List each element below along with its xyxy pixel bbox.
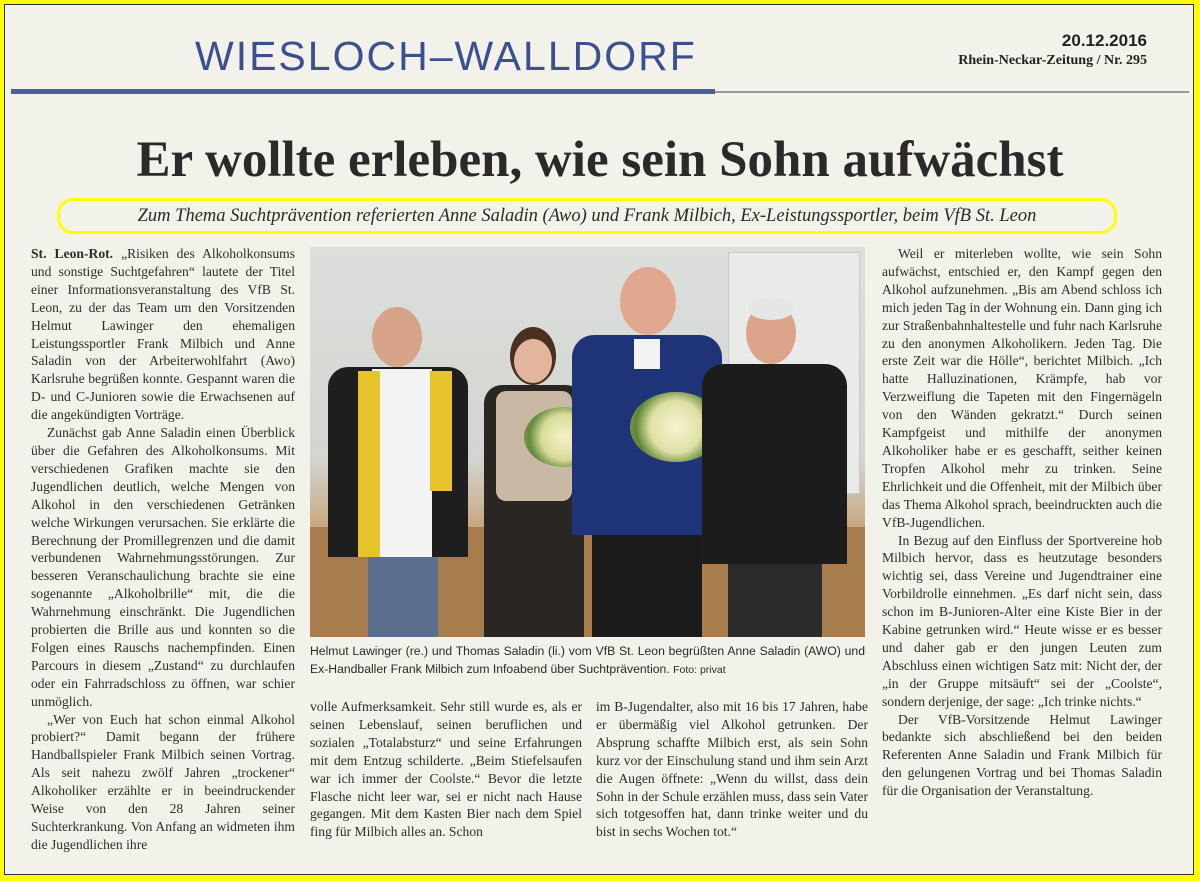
dateline: St. Leon-Rot. bbox=[31, 246, 114, 261]
paragraph: Weil er miterleben wollte, wie sein Sohn aufwächst, entschied er, den Kampf gegen den Alkohol aufzunehmen. „Bis am Abend schloss ich mich jeden Tag in der Wohnung ein. Dann ging ich zur Straßenbahnhaltestelle und fuhr nach Karlsruhe zu den anonymen Alkoholikern. Jeden Tag. Die erste Zeit war die Hölle“, berichtet Milbich. „Ich hatte Halluzinationen, Krämpfe, hab vor Verzweiflung die Tapeten mit den Fingernägeln von den Wänden gekratzt.“ Durch seinen Kampfgeist und mithilfe der anonymen Alkoholiker habe er es geschafft, seither keinen Tropfen Alkohol mehr zu trinken. Seine Ehrlichkeit und die Offenheit, mit der Milbich über das Thema Alkohol sprach, beeindruckten auch die VfB-Jugendlichen. bbox=[882, 246, 1162, 530]
newspaper-clipping bbox=[4, 4, 1194, 875]
person-thomas-saladin bbox=[702, 302, 847, 637]
paragraph: In Bezug auf den Einfluss der Sportvereine hob Milbich hervor, dass es heutzutage besonders wichtig sei, dass Vereine und Jugendtrainer eine Vorbildrolle einnehmen. „Es darf nicht sein, dass schon im B-Junioren-Alter eine Kiste Bier in der Kabine getrunken wird.“ Heute wisse er es besser und daher gab er den jungen Leuten zum Abschluss einen wichtigen Satz mit: Nicht der, der „in der Gruppe mitsäuft“ sei der „Coolste“, sondern derjenige, der sage: „Ich trinke nichts.“ bbox=[882, 532, 1162, 709]
article-column-3 bbox=[596, 698, 868, 841]
article-column-2 bbox=[310, 698, 582, 841]
paragraph: St. Leon-Rot. „Risiken des Alkoholkonsums und sonstige Suchtgefahren“ lautete der Titel einer Informationsveranstaltung des VfB St. Leon, zu der das Team um den Vorsitzenden Helmut Lawinger den ehemaligen Leistungssportler Frank Milbich und Anne Saladin von der Arbeiterwohlfahrt (Awo) Karlsruhe begrüßen konnte. Gespannt waren die D- und C-Junioren sowie die Erwachsenen auf die angekündigten Vorträge. bbox=[31, 246, 295, 423]
person-lawinger bbox=[328, 307, 468, 637]
article-column-4 bbox=[882, 245, 1162, 800]
masthead-rule-blue bbox=[11, 89, 715, 94]
photo-credit: Foto: privat bbox=[673, 663, 726, 676]
paragraph: Der VfB-Vorsitzende Helmut Lawinger bedankte sich abschließend bei den beiden Referenten Anne Saladin und Frank Milbich für den gelungenen Vortrag und bei Thomas Saladin für die Organisation der Veranstaltung. bbox=[882, 711, 1162, 799]
paragraph: volle Aufmerksamkeit. Sehr still wurde es, als er seinen Lebenslauf, seinen beruflichen und sozialen „Totalabsturz“ und seine Erfahrungen mit dem Entzug schilderte. „Beim Stiefelsaufen war ich immer der Coolste.“ Bevor die letzte Flasche nicht leer war, sei er nicht nach Hause gegangen. Mit dem Kasten Bier nach dem Spiel fing für Milbich alles an. Schon bbox=[310, 699, 582, 840]
article-photo bbox=[310, 247, 865, 637]
masthead-rule-grey bbox=[715, 91, 1189, 93]
photo-caption bbox=[310, 643, 865, 679]
publication-name: Rhein-Neckar-Zeitung / Nr. 295 bbox=[958, 53, 1147, 68]
article-subheadline: Zum Thema Suchtprävention referierten Anne Saladin (Awo) und Frank Milbich, Ex-Leistungssportler, beim VfB St. Leon bbox=[137, 206, 1037, 226]
article-column-1 bbox=[31, 245, 295, 854]
issue-date: 20.12.2016 bbox=[1061, 31, 1147, 50]
caption-text: Helmut Lawinger (re.) und Thomas Saladin (li.) vom VfB St. Leon begrüßten Anne Saladin (AWO) und Ex-Handballer Frank Milbich zum Infoabend über Suchtprävention. bbox=[310, 644, 865, 676]
paragraph: „Wer von Euch hat schon einmal Alkohol probiert?“ Damit begann der frühere Handballspieler Frank Milbich seinen Vortrag. Als seit nahezu zwölf Jahren „trockener“ Alkoholiker erzählte er in beeindruckender Weise von den 28 Jahren seiner Suchterkrankung. Von Anfang an widmeten ihm die Jugendlichen ihre bbox=[31, 711, 295, 852]
article-headline: Er wollte erleben, wie sein Sohn aufwächst bbox=[136, 132, 1064, 188]
paragraph: Zunächst gab Anne Saladin einen Überblick über die Gefahren des Alkoholkonsums. Mit verschiedenen Grafiken machte sie den Jugendlichen deutlich, welche Mengen von Alkohol in den verschiedenen Getränken welche Wirkungen verursachen. Sie erklärte die Berechnung der Promillegrenzen und die damit verbundenen Wahrnehmungsstörungen. Zur besseren Veranschaulichung brachte sie eine sogenannte „Alkoholbrille“ mit, die die Wahrnehmung einschränkt. Die Jugendlichen probierten die Brille aus und konnten so die Folgen eines Rauschs nachempfinden. Einen Parcours in diesem „Zustand“ zu durchlaufen oder ein Fahrradschloss zu öffnen, war schier unmöglich. bbox=[31, 425, 295, 709]
section-title: WIESLOCH–WALLDORF bbox=[195, 33, 697, 79]
paragraph: im B-Jugendalter, also mit 16 bis 17 Jahren, habe er übermäßig viel Alkohol getrunken. Der Absprung schaffte Milbich erst, als sein Sohn kurz vor der Einschulung stand und ihm sein Arzt die Augen öffnete: „Wenn du willst, dass dein Sohn in der Schule erzählen muss, dass sein Vater sich totgesoffen hat, dann trinke weiter und du bist in sechs Wochen tot.“ bbox=[596, 699, 868, 840]
